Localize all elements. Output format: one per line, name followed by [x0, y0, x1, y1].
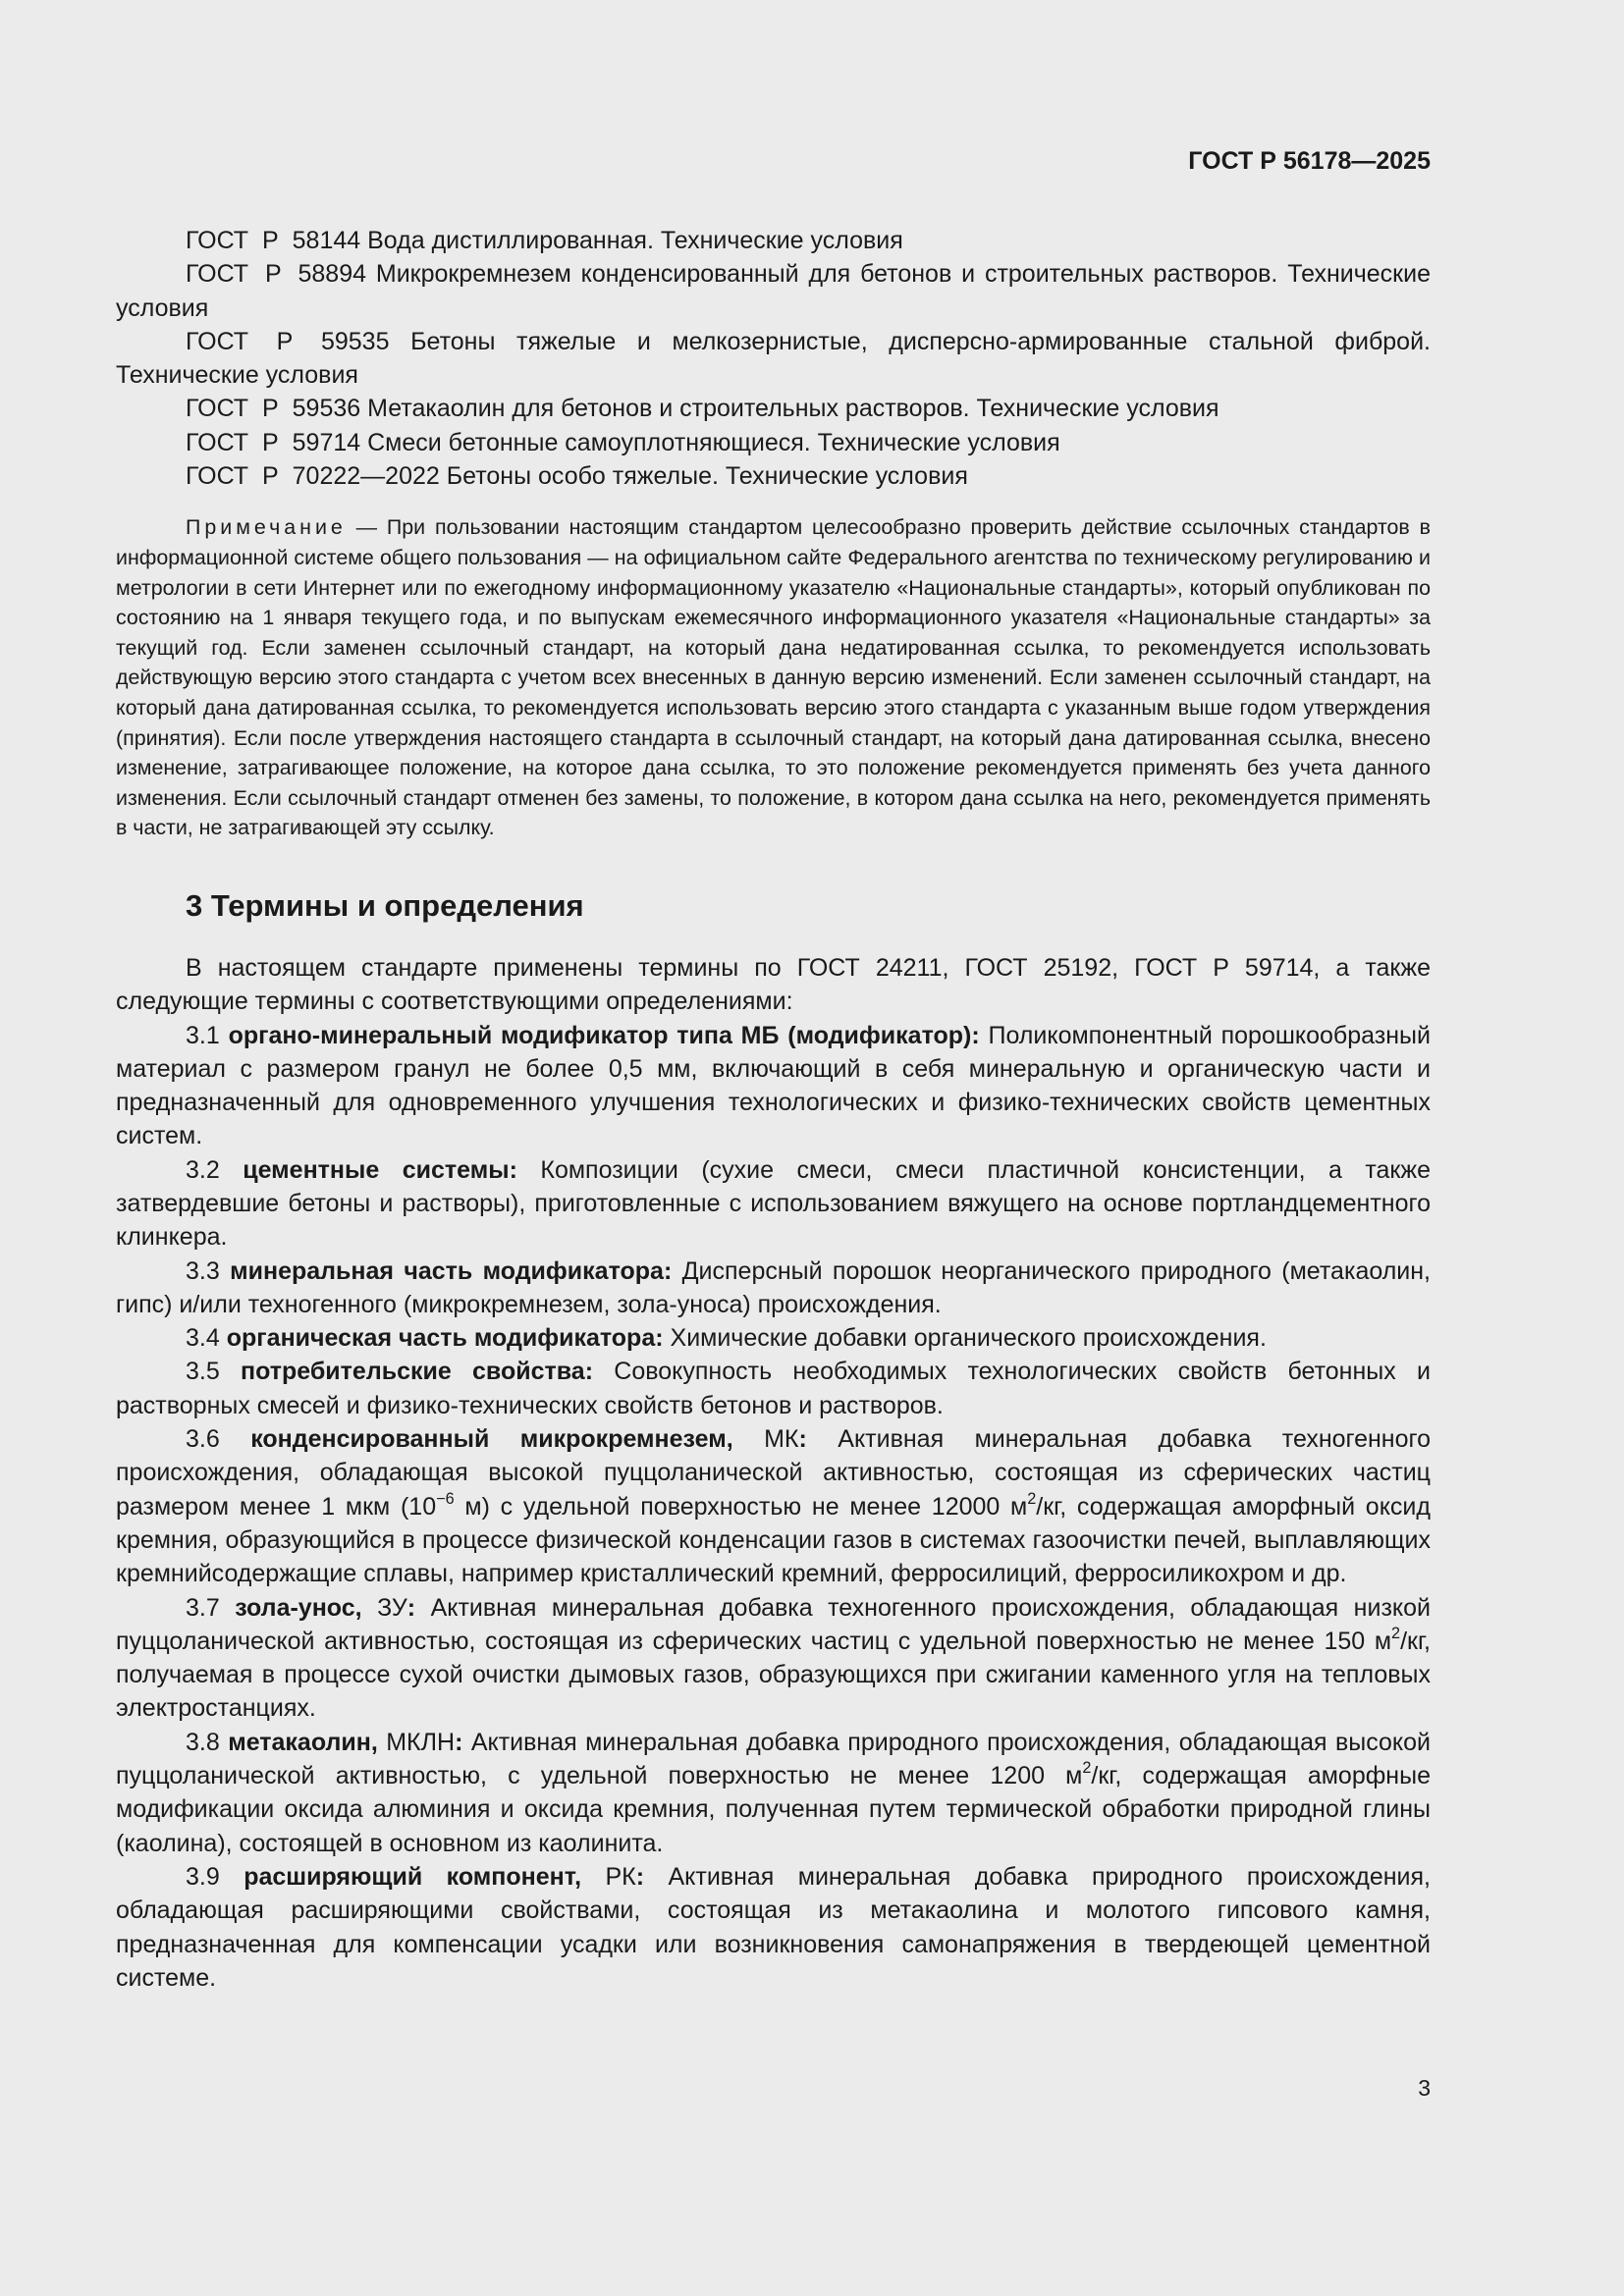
reference-list [116, 224, 1431, 493]
reference-item: ГОСТ Р 58894 Микрокремнезем конденсированный для бетонов и строительных растворов. Технические условия [116, 260, 1431, 322]
note-label: Примечание [186, 515, 347, 540]
reference-item: ГОСТ Р 59536 Метакаолин для бетонов и строительных растворов. Технические условия [186, 395, 1219, 423]
term-definition: 3.6 конденсированный микрокремнезем, МК: Активная минеральная добавка техногенного происхождения, обладающая высокой пуццоланической активностью, состоящая из сферических частиц размером менее 1 мкм ($10^{-6}$ м) с удельной поверхностью не менее 12000 $м^2/кг$, содержащая аморфный оксид кремния, образующийся в процессе физической конденсации газов в системах газоочистки печей, выплавляющих кремнийсодержащие сплавы, например кристаллический кремний, ферросилиций, ферросиликохром и др. [116, 1425, 1431, 1588]
term-definition: 3.1 органо-минеральный модификатор типа МБ (модификатор): Поликомпонентный порошкообразный материал с размером гранул не более 0,5 мм, включающий в себя минеральную и органическую части и предназначенный для одновременного улучшения технологических и физико-технических свойств цементных систем. [116, 1021, 1431, 1150]
page-content [116, 224, 1431, 1995]
term-definition: 3.3 минеральная часть модификатора: Дисперсный порошок неорганического природного (метакаолин, гипс) и/или техногенного (микрокремнезем, зола-уноса) происхождения. [116, 1256, 1432, 1318]
section-intro: В настоящем стандарте применены термины по ГОСТ 24211, ГОСТ 25192, ГОСТ Р 59714, а также следующие термины с соответствующими определениями: [116, 953, 1431, 1016]
term-definition: 3.8 метакаолин, МКЛН: Активная минеральная добавка природного происхождения, обладающая высокой пуццоланической активностью, с удельной поверхностью не менее 1200 $м^2/кг$, содержащая аморфные модификации оксида алюминия и оксида кремния, полученная путем термической обработки природной глины (каолина), состоящей в основном из каолинита. [116, 1728, 1432, 1857]
reference-item: ГОСТ Р 70222—2022 Бетоны особо тяжелые. Технические условия [186, 462, 968, 491]
term-definition: 3.9 расширяющий компонент, РК: Активная минеральная добавка природного происхождения, обладающая расширяющими свойствами, состоящая из метакаолина и молотого гипсового камня, предназначенная для компенсации усадки или возникновения самонапряжения в твердеющей цементной системе. [116, 1862, 1431, 1992]
reference-item: ГОСТ Р 59714 Смеси бетонные самоуплотняющиеся. Технические условия [186, 428, 1060, 456]
section-heading: 3 Термины и определения [186, 887, 584, 923]
term-definition: 3.2 цементные системы: Композиции (сухие смеси, смеси пластичной консистенции, а также затвердевшие бетоны и растворы), приготовленные с использованием вяжущего на основе портландцементного клинкера. [116, 1155, 1431, 1252]
note-paragraph [116, 512, 1431, 843]
document-id-header: ГОСТ Р 56178—2025 [1188, 147, 1431, 175]
term-definition: 3.7 зола-унос, ЗУ: Активная минеральная добавка техногенного происхождения, обладающая низкой пуццоланической активностью, состоящая из сферических частиц с удельной поверхностью не менее 150 $м^2/кг$, получаемая в процессе сухой очистки дымовых газов, образующихся при сжигании каменного угля на тепловых электростанциях. [116, 1593, 1431, 1723]
term-definition: 3.5 потребительские свойства: Совокупность необходимых технологических свойств бетонных и растворных смесей и физико-технических свойств бетонов и растворов. [116, 1358, 1431, 1419]
reference-item: ГОСТ Р 58144 Вода дистиллированная. Технические условия [186, 227, 903, 254]
term-definition: 3.4 органическая часть модификатора: Химические добавки органического происхождения. [186, 1324, 1267, 1353]
note-text: — При пользовании настоящим стандартом целесообразно проверить действие ссылочных стандартов в информационной системе общего пользования — на официальном сайте Федерального агентства по техническому регулированию и метрологии в сети Интернет или по ежегодному информационному указателю «Национальные стандарты», который опубликован по состоянию на 1 января текущего года, и по выпускам ежемесячного информационного указателя «Национальные стандарты» за текущий год. Если заменен ссылочный стандарт, на который дана недатированная ссылка, то рекомендуется использовать действующую версию этого стандарта с учетом всех внесенных в данную версию изменений. Если заменен ссылочный стандарт, на который дана датированная ссылка, то рекомендуется использовать версию этого стандарта с указанным выше годом утверждения (принятия). Если после утверждения настоящего стандарта в ссылочный стандарт, на который дана датированная ссылка, внесено изменение, затрагивающее положение, на которое дана ссылка, то это положение рекомендуется применять без учета данного изменения. Если ссылочный стандарт отменен без замены, то положение, в котором дана ссылка на него, рекомендуется применять в части, не затрагивающей эту ссылку. [116, 515, 1431, 840]
reference-item: ГОСТ Р 59535 Бетоны тяжелые и мелкозернистые, дисперсно-армированные стальной фиброй. Технические условия [116, 327, 1431, 390]
page-number: 3 [1418, 2075, 1431, 2101]
